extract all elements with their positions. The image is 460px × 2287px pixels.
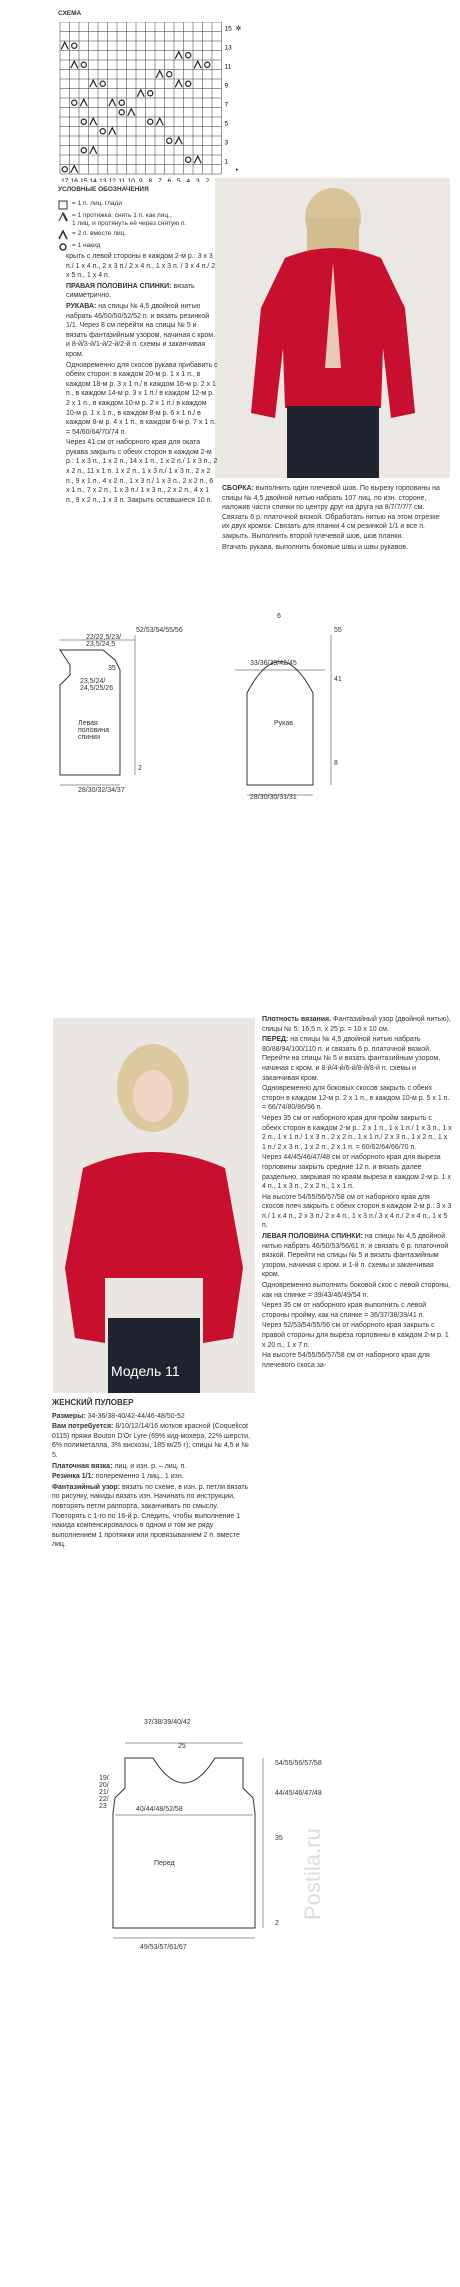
chart-yarnover-mark	[205, 62, 210, 67]
chart-decrease-mark	[194, 61, 201, 68]
back-mid-widths: 23,5/24/ 24,5/25/26	[80, 678, 114, 692]
legend-item: = 1 протяжка: снять 1 п. как лиц., 1 лиц. и протянуть её через снятую п.	[58, 212, 248, 228]
back-top-widths: 22/22,5/23/ 23,5/24,5	[86, 634, 122, 648]
chart-yarnover-mark	[186, 53, 191, 58]
front-label: Перед	[154, 1860, 175, 1867]
chart-title: СХЕМА	[58, 10, 82, 17]
chart-decrease-mark	[90, 147, 97, 154]
back-bottom-width: 28/30/32/34/37	[78, 787, 125, 794]
chart-decrease-mark	[71, 166, 78, 173]
chart-row-number: 11	[224, 63, 232, 71]
back-height-35: 35	[108, 665, 116, 672]
chart-col-number: 2	[205, 178, 210, 182]
sleeve-bottom: 28/30/30/31/31	[250, 794, 297, 801]
chart-yarnover-mark	[119, 110, 124, 115]
sleeve-widths: 33/36/39/42/45	[250, 660, 297, 667]
chart-yarnover-mark	[81, 119, 86, 124]
chart-yarnover-mark	[100, 81, 105, 86]
front-right-2: 2	[275, 1920, 279, 1927]
chart-col-number: 12	[108, 178, 116, 182]
legend-title: УСЛОВНЫЕ ОБОЗНАЧЕНИЯ	[58, 186, 149, 193]
chart-decrease-mark	[61, 42, 68, 49]
chart-yarnover-mark	[186, 157, 191, 162]
slip-decrease-icon	[58, 212, 68, 222]
chart-decrease-mark	[90, 80, 97, 87]
chart-yarnover-mark	[81, 148, 86, 153]
back-label: Левая половина спинки	[78, 720, 109, 741]
legend-item: = 1 накид	[58, 242, 248, 252]
chart-col-number: 7	[157, 178, 162, 182]
knitting-chart	[55, 22, 335, 182]
chart-yarnover-mark	[167, 138, 172, 143]
chart-col-number: 5	[176, 178, 181, 182]
front-top-width: 37/38/39/40/42	[144, 1719, 191, 1726]
model-label: Модель 11	[111, 1363, 180, 1379]
front-right-total: 54/55/56/57/58	[275, 1760, 322, 1767]
chart-yarnover-mark	[148, 119, 153, 124]
front-left-heights: 19/ 20/ 21/ 22/ 23	[99, 1775, 109, 1810]
chart-col-number: 17	[61, 178, 69, 182]
chart-row-marker-bottom: •	[235, 167, 238, 174]
back-right-heights: 52/53/54/55/56	[136, 627, 183, 634]
legend-item: = 2 п. вместе лиц.	[58, 230, 248, 240]
chart-decrease-mark	[137, 90, 144, 97]
chart-row-marker-top: ✲	[235, 25, 242, 33]
chart-yarnover-mark	[72, 43, 77, 48]
chart-row-number: 5	[224, 120, 229, 128]
chart-col-number: 15	[80, 178, 88, 182]
chart-row-number: 9	[224, 82, 229, 90]
chart-decrease-mark	[194, 156, 201, 163]
chart-decrease-mark	[175, 137, 182, 144]
chart-decrease-mark	[109, 99, 116, 106]
front-bottom-width: 49/53/57/61/67	[140, 1944, 187, 1951]
chart-row-number: 7	[224, 101, 229, 109]
chart-decrease-mark	[90, 118, 97, 125]
chart-decrease-mark	[175, 80, 182, 87]
chart-row-number: 13	[224, 44, 232, 52]
back-view-photo	[215, 178, 450, 478]
chart-row-number: 15	[224, 25, 232, 33]
sleeve-right-8: 8	[334, 760, 338, 767]
chart-decrease-mark	[128, 109, 135, 116]
model-photo	[53, 1018, 255, 1393]
front-mid-width: 40/44/48/52/58	[136, 1806, 183, 1813]
chart-yarnover-mark	[62, 167, 67, 172]
sleeve-label: Рукав	[274, 720, 293, 727]
chart-yarnover-mark	[186, 81, 191, 86]
chart-yarnover-mark	[81, 62, 86, 67]
yarnover-icon	[58, 242, 68, 252]
left-column-intro: ЖЕНСКИЙ ПУЛОВЕР Размеры: 34-36/38-40/42-44/46-48/50-52 Вам потребуется: 8/10/12/14/16 мотков красной (Coquelicot 0115) пряжи Bouton D'Or Lyre (69% кид-мохера, 22% шерсти, 6% полиметалла, 3% вискозы, 185 м/25 г); спицы № 4,5 и № 5. Платочная вязка: лиц. и изн. р. – лиц. п. Резинка 1/1: попеременно 1 лиц., 1 изн. Фантазийный узор: вязать по схеме, в изн. р. петли вязать по рисунку, накиды вязать изн. Начинать по инструкции, повторять петли раппорта, заканчивать по смыслу. Повторять с 1-го по 16-й р. Следить, чтобы выполнение 1 накида компенсировалось в одном и том же ряду выполнением 1 протяжки или провязыванием 2 п. вместе лиц.	[52, 1398, 251, 1549]
front-neck: 25	[178, 1743, 186, 1750]
chart-decrease-mark	[71, 61, 78, 68]
sleeve-right-55: 55	[334, 627, 342, 634]
chart-yarnover-mark	[148, 91, 153, 96]
chart-col-number: 3	[195, 178, 200, 182]
sleeve-right-41: 41	[334, 676, 342, 683]
sleeve-top: 6	[277, 613, 281, 620]
back-height-2: 2	[138, 765, 142, 772]
chart-col-number: 4	[186, 178, 191, 182]
legend-item: = 1 п. лиц. глади	[58, 200, 248, 210]
k2tog-icon	[58, 230, 68, 240]
left-column-text: крыть с левой стороны в каждом 2-м р.: 3 х 3 п./ 1 х 4 п., 2 х 3 п./ 2 х 4 п., 1 х 3 п. / 3 х 4 п./ 2 х 5 п., 1 х 4 п. ПРАВАЯ ПОЛОВИНА СПИНКИ: вязать симметрично. РУКАВА: на спицы № 4,5 двойной нитью набрать 46/50/50/52/52 п. и вязать резинкой 1/1. Через 8 см перейти на спицы № 5 и вязать фантазийным узором, начиная с кром. и 8-й/3-й/1-й/2-й/2-й п. схемы и заканчивая кром. Одновременно для скосов рукава прибавить с обеих сторон: в каждом 20-м р. 1 х 1 п., в каждом 18-м р. 3 х 1 п./ в каждом 16-м р. 2 х 1 п., в каждом 14-м р. 3 х 1 п./ в каждом 12-м р. 2 х 1 п., в каждом 10-м р. 2 х 1 п./ в каждом 10-м р. 1 х 1 п., в каждом 8-м р. 6 х 1 п./ в каждом 8-м р. 4 х 1 п., в каждом 6-м р. 7 х 1 п. = 54/60/64/70/74 п. Через 41 см от наборного края для оката рукава закрыть с обеих сторон в каждом 2-м р.: 1 х 3 п., 1 х 2 п., 14 х 1 п., 1 х 2 п./ 1 х 3 п., 2 х 2 п., 11 х 1 п. 1 х 2 п., 1 х 3 п./ 1 х 3 п., 2 х 2 п., 9 х 1 п., 4 х 2 п., 1 х 3 п./ 1 х 3 п., 2 х 2 п., 6 х 1 п., 7 х 2 п., 1 х 3 п./ 1 х 3 п., 2 х 2 п., 4 х 1 п., 9 х 2 п., 1 х 3 п. Закрыть оставшиеся 10 п.	[66, 253, 218, 504]
chart-col-number: 9	[138, 178, 143, 182]
chart-decrease-mark	[175, 52, 182, 59]
chart-col-number: 16	[70, 178, 78, 182]
chart-col-number: 11	[118, 178, 126, 182]
chart-col-number: 10	[127, 178, 135, 182]
assembly-text: СБОРКА: выполнить один плечевой шов. По вырезу горловины на спицы № 4,5 двойной нитью набрать 107 лиц. по изн. стороне, наложив части спинки по центру друг на друга на 8/7/7/7/7 см. Связать 6 р. платочной вязкой. Обработать нитью на этом отрезке их двух кромок. Связать для планки 4 см резинкой 1/1 и все п. закрыть. Выполнить второй плечевой шов, шов планки. Втачать рукава, выполнить боковые швы и швы рукавов.	[222, 485, 440, 551]
chart-col-number: 13	[99, 178, 107, 182]
chart-decrease-mark	[156, 71, 163, 78]
watermark: Postila.ru	[300, 1828, 325, 1920]
front-right-35: 35	[275, 1835, 283, 1842]
square-icon	[58, 200, 68, 210]
chart-col-number: 14	[89, 178, 97, 182]
chart-row-number: 1	[224, 158, 229, 166]
chart-decrease-mark	[80, 99, 87, 106]
chart-yarnover-mark	[100, 129, 105, 134]
chart-decrease-mark	[109, 128, 116, 135]
chart-yarnover-mark	[72, 100, 77, 105]
chart-yarnover-mark	[167, 72, 172, 77]
front-right-mid: 44/45/46/47/48	[275, 1790, 322, 1797]
chart-decrease-mark	[156, 118, 163, 125]
chart-col-number: 6	[167, 178, 172, 182]
chart-col-number: 8	[148, 178, 153, 182]
chart-row-number: 3	[224, 139, 229, 147]
chart-yarnover-mark	[119, 100, 124, 105]
right-column-text: Плотность вязания. Фантазийный узор (двойной нитью), спицы № 5: 16,5 п. x 25 р. = 10 x 10 см. ПЕРЕД: на спицы № 4,5 двойной нитью набрать 80/88/94/100/110 п. и связать 6 р. платочной вязкой. Перейти на спицы № 5 и вязать фантазийным узором, начиная с кром. и 8-й/4-й/6-й/8-й/8-й п. схемы и заканчивая кром. Одновременно для боковых скосов закрыть с обеих сторон в каждом 12-м р. 2 х 1 п., в каждом 10-м р. 5 х 1 п. = 66/74/80/86/96 п. Через 35 см от наборного края для пройм закрыть с обеих сторон в каждом 2-м р.: 2 х 1 п., 1 х 1 п./ 1 х 3 п., 1 х 2 п., 1 х 1 п./ 1 х 3 п., 2 х 2 п., 1 х 1 п./ 2 х 3 п., 1 х 2 п., 1 х 1 п./ 2 х 3 п., 1 х 2 п., 2 х 1 п. = 60/62/64/66/70 п. Через 44/45/46/47/48 см от наборного края для выреза горловины закрыть средние 12 п. и вязать далее раздельно, закрывая по краям выреза в каждом 2-м р. 1 х 4 п., 1 х 3 п., 2 х 2 п., 1 х 1 п. На высоте 54/55/56/57/58 см от наборного края для скосов плеч закрыть с обеих сторон в каждом 2-м р.: 3 х 3 п./ 1 х 4 п., 2 х 3 п./ 2 х 4 п., 1 х 3 п./ 3 х 4 п./ 2 х 4 п., 1 х 5 п. ЛЕВАЯ ПОЛОВИНА СПИНКИ: на спицы № 4,5 двойной нитью набрать 46/50/53/56/61 п. и связать 6 р. платочной вязкой. Перейти на спицы № 5 и вязать фантазийным узором, начиная с кром. и 1-й п. схемы и заканчивая кром. Одновременно выполнить боковой скос с левой стороны, как на спинке = 39/43/46/49/54 п. Через 35 см от наборного края выполнить с левой стороны пройму, как на спинке = 36/37/38/39/41 п. Через 52/53/54/55/56 см от наборного края закрыть с правой стороны для выреза горловины в каждом 2-м р. 1 х 20 п., 1 х 7 п. На высоте 54/55/56/57/58 см от наборного края для плечевого скоса за-	[262, 1016, 452, 1369]
